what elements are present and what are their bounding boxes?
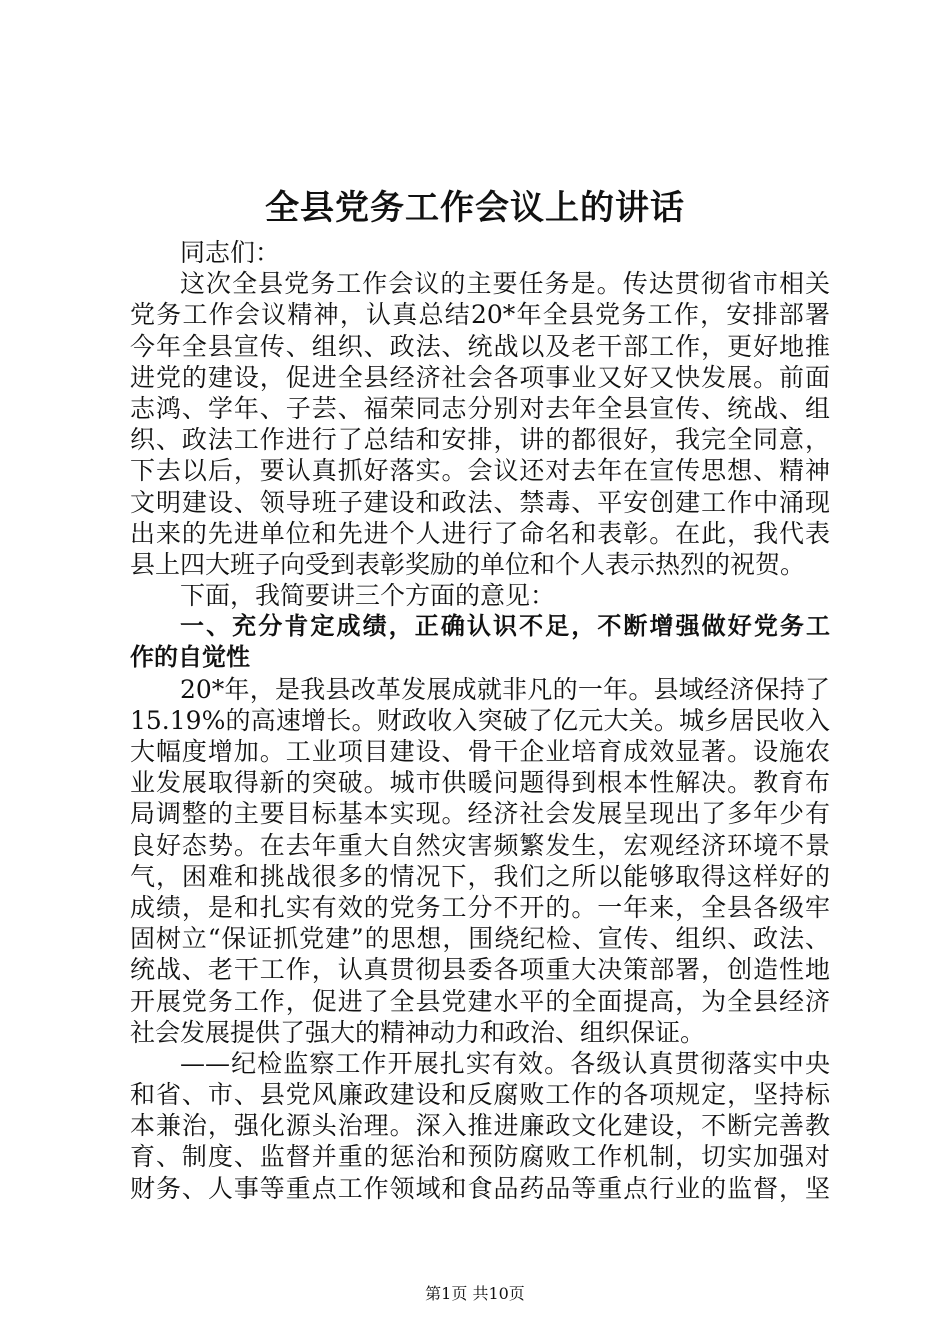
body-text-line: 党务工作会议精神，认真总结20*年全县党务工作，安排部署 — [130, 300, 830, 330]
body-text-line: 业发展取得新的突破。城市供暖问题得到根本性解决。教育布 — [130, 768, 830, 798]
body-text-line: 志鸿、学年、子芸、福荣同志分别对去年全县宣传、统战、组 — [130, 393, 830, 423]
body-text-line: 今年全县宣传、组织、政法、统战以及老干部工作，更好地推 — [130, 331, 830, 361]
page-footer: 第1页 共10页 — [425, 1284, 525, 1303]
body-text-line: 出来的先进单位和先进个人进行了命名和表彰。在此，我代表 — [130, 518, 830, 548]
body-text-line: 进党的建设，促进全县经济社会各项事业又好又快发展。前面 — [130, 362, 830, 392]
body-text-line: 15.19%的高速增长。财政收入突破了亿元大关。城乡居民收入 — [130, 705, 830, 735]
body-text-line: 下去以后，要认真抓好落实。会议还对去年在宣传思想、精神 — [130, 456, 830, 486]
document-title: 全县党务工作会议上的讲话 — [265, 188, 685, 228]
body-text-line: 大幅度增加。工业项目建设、骨干企业培育成效显著。设施农 — [130, 737, 830, 766]
body-text-line: 下面，我简要讲三个方面的意见： — [180, 581, 556, 611]
body-text-line: 社会发展提供了强大的精神动力和政治、组织保证。 — [130, 1017, 706, 1047]
body-text-line: 成绩，是和扎实有效的党务工分不开的。一年来，全县各级牢 — [130, 892, 830, 922]
body-text-line: 气，困难和挑战很多的情况下，我们之所以能够取得这样好的 — [130, 861, 830, 891]
body-text-line: 20*年，是我县改革发展成就非凡的一年。县域经济保持了 — [180, 674, 830, 704]
body-text-line: 织、政法工作进行了总结和安排，讲的都很好，我完全同意， — [130, 425, 830, 455]
body-text-line: 文明建设、领导班子建设和政法、禁毒、平安创建工作中涌现 — [130, 487, 830, 517]
body-text-line: 良好态势。在去年重大自然灾害频繁发生，宏观经济环境不景 — [130, 830, 830, 860]
section-heading-line: 作的自觉性 — [130, 643, 250, 672]
body-text-line: 同志们： — [180, 238, 281, 267]
body-text-line: 育、制度、监督并重的惩治和预防腐败工作机制，切实加强对 — [130, 1142, 830, 1172]
document-body — [130, 237, 830, 1204]
body-text-line: 本兼治，强化源头治理。深入推进廉政文化建设，不断完善教 — [130, 1111, 830, 1141]
body-text-line: 统战、老干工作，认真贯彻县委各项重大决策部署，创造性地 — [130, 955, 830, 985]
body-text-line: 这次全县党务工作会议的主要任务是。传达贯彻省市相关 — [180, 269, 830, 299]
body-text-line: 固树立“保证抓党建”的思想，围绕纪检、宣传、组织、政法、 — [130, 924, 830, 954]
body-text-line: 局调整的主要目标基本实现。经济社会发展呈现出了多年少有 — [130, 799, 830, 829]
body-text-line: 开展党务工作，促进了全县党建水平的全面提高，为全县经济 — [130, 986, 830, 1016]
body-text-line: 和省、市、县党风廉政建设和反腐败工作的各项规定，坚持标 — [130, 1080, 830, 1110]
body-text-line: ——纪检监察工作开展扎实有效。各级认真贯彻落实中央 — [180, 1048, 830, 1078]
body-text-line: 财务、人事等重点工作领域和食品药品等重点行业的监督，坚 — [130, 1173, 830, 1203]
body-text-line: 县上四大班子向受到表彰奖励的单位和个人表示热烈的祝贺。 — [130, 549, 806, 579]
section-heading-line: 一、充分肯定成绩，正确认识不足，不断增强做好党务工 — [180, 612, 830, 641]
